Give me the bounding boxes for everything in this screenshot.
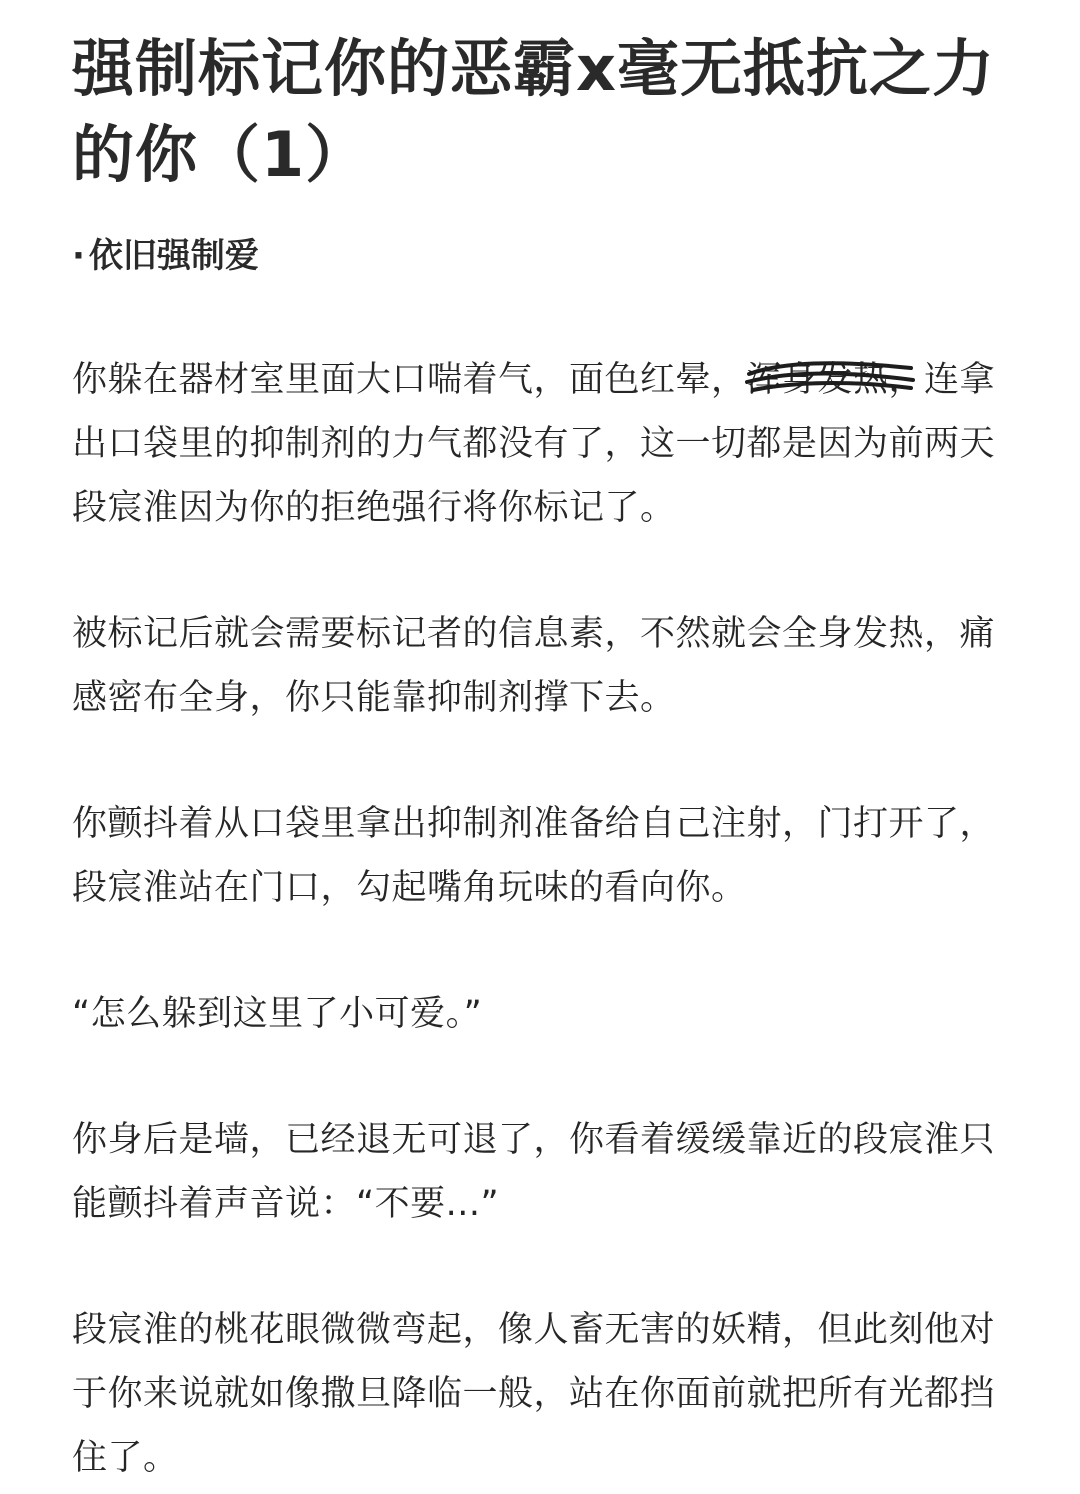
article [72,26,1002,1490]
paragraph-2: 被标记后就会需要标记者的信息素，不然就会全身发热，痛感密布全身，你只能靠抑制剂撑下去。 [72,614,996,718]
paragraph-1 [72,348,1002,540]
article-title: 强制标记你的恶霸x毫无抵抗之力的你（1） [72,32,995,191]
tag-label: 依旧强制爱 [88,236,259,276]
paragraph-5: 你身后是墙，已经退无可退了，你看着缓缓靠近的段宸淮只能颤抖着声音说：“不要...” [72,1120,996,1224]
struck-text: 浑身发热 [746,360,889,400]
bullet-dot: · [72,236,85,276]
paragraph-6: 段宸淮的桃花眼微微弯起，像人畜无害的妖精，但此刻他对于你来说就如像撒旦降临一般，站在你面前就把所有光都挡住了。 [72,1310,996,1478]
paragraph-3: 你颤抖着从口袋里拿出抑制剂准备给自己注射，门打开了，段宸淮站在门口，勾起嘴角玩味的看向你。 [72,804,996,908]
article-tag [72,234,1002,278]
paragraph-4: “怎么躲到这里了小可爱。” [72,994,483,1034]
paragraph-1-text-before: 你躲在器材室里面大口喘着气，面色红晕， [72,360,747,400]
struck-text-wrap [747,360,889,400]
paragraph-1-text-after: ，连拿出口袋里的抑制剂的力气都没有了，这一切都是因为前两天段宸淮因为你的拒绝强行将你标记了。 [72,360,996,528]
